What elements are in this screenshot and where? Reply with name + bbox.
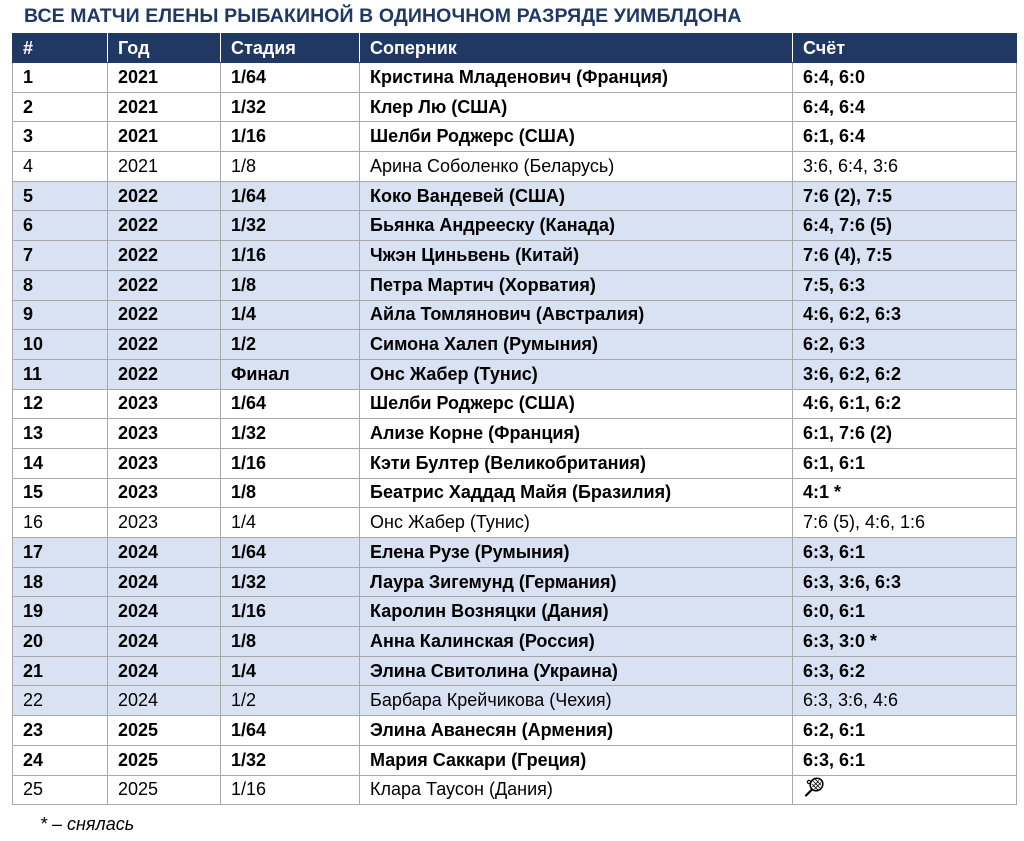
table-row [13, 656, 1017, 686]
table-row [13, 389, 1017, 419]
table-row [13, 775, 1017, 805]
opponent-cell: Шелби Роджерс (США) [360, 389, 793, 419]
match-number-cell: 13 [13, 419, 108, 449]
year-cell: 2022 [108, 300, 221, 330]
stage-cell: 1/64 [221, 538, 360, 568]
opponent-cell: Беатрис Хаддад Майя (Бразилия) [360, 478, 793, 508]
score-cell: 6:3, 3:0 * [793, 627, 1017, 657]
year-cell: 2024 [108, 597, 221, 627]
score-cell: 7:6 (2), 7:5 [793, 181, 1017, 211]
score-cell: 4:1 * [793, 478, 1017, 508]
column-header-year: Год [108, 34, 221, 63]
match-number-cell: 12 [13, 389, 108, 419]
match-number-cell: 19 [13, 597, 108, 627]
stage-cell: 1/32 [221, 419, 360, 449]
score-cell: 6:2, 6:3 [793, 330, 1017, 360]
opponent-cell: Лаура Зигемунд (Германия) [360, 567, 793, 597]
score-cell: 3:6, 6:2, 6:2 [793, 359, 1017, 389]
match-number-cell: 15 [13, 478, 108, 508]
score-cell: 6:4, 6:0 [793, 63, 1017, 93]
table-row [13, 63, 1017, 93]
opponent-cell: Анна Калинская (Россия) [360, 627, 793, 657]
table-row [13, 508, 1017, 538]
stage-cell: 1/8 [221, 152, 360, 182]
year-cell: 2022 [108, 330, 221, 360]
table-row [13, 330, 1017, 360]
tennis-racket-icon [803, 776, 825, 803]
opponent-cell: Элина Аванесян (Армения) [360, 716, 793, 746]
stage-cell: 1/16 [221, 241, 360, 271]
footnote: * – снялась [40, 814, 135, 834]
opponent-cell: Онс Жабер (Тунис) [360, 359, 793, 389]
stage-cell: 1/8 [221, 478, 360, 508]
table-row [13, 241, 1017, 271]
table-row [13, 716, 1017, 746]
match-number-cell: 22 [13, 686, 108, 716]
opponent-cell: Петра Мартич (Хорватия) [360, 270, 793, 300]
stage-cell: 1/4 [221, 508, 360, 538]
table-row [13, 567, 1017, 597]
stage-cell: 1/4 [221, 656, 360, 686]
year-cell: 2021 [108, 122, 221, 152]
score-cell [793, 775, 1017, 805]
score-cell: 6:3, 6:1 [793, 538, 1017, 568]
match-number-cell: 11 [13, 359, 108, 389]
match-number-cell: 1 [13, 63, 108, 93]
year-cell: 2022 [108, 270, 221, 300]
match-number-cell: 3 [13, 122, 108, 152]
score-cell: 7:6 (5), 4:6, 1:6 [793, 508, 1017, 538]
score-cell: 6:3, 6:1 [793, 745, 1017, 775]
stage-cell: 1/2 [221, 330, 360, 360]
stage-cell: 1/16 [221, 448, 360, 478]
match-number-cell: 6 [13, 211, 108, 241]
score-cell: 6:1, 6:1 [793, 448, 1017, 478]
opponent-cell: Мария Саккари (Греция) [360, 745, 793, 775]
opponent-cell: Клер Лю (США) [360, 92, 793, 122]
match-number-cell: 23 [13, 716, 108, 746]
year-cell: 2021 [108, 92, 221, 122]
year-cell: 2025 [108, 745, 221, 775]
table-row [13, 745, 1017, 775]
stage-cell: 1/16 [221, 775, 360, 805]
opponent-cell: Кристина Младенович (Франция) [360, 63, 793, 93]
table-row [13, 538, 1017, 568]
match-number-cell: 17 [13, 538, 108, 568]
match-number-cell: 2 [13, 92, 108, 122]
year-cell: 2025 [108, 775, 221, 805]
score-cell: 6:1, 6:4 [793, 122, 1017, 152]
opponent-cell: Кэти Бултер (Великобритания) [360, 448, 793, 478]
matches-table [12, 33, 1017, 805]
year-cell: 2022 [108, 211, 221, 241]
year-cell: 2024 [108, 656, 221, 686]
score-cell: 6:3, 3:6, 6:3 [793, 567, 1017, 597]
year-cell: 2023 [108, 448, 221, 478]
stage-cell: 1/16 [221, 597, 360, 627]
opponent-cell: Каролин Возняцки (Дания) [360, 597, 793, 627]
match-number-cell: 7 [13, 241, 108, 271]
table-title: ВСЕ МАТЧИ ЕЛЕНЫ РЫБАКИНОЙ В ОДИНОЧНОМ РАЗРЯДЕ УИМБЛДОНА [24, 5, 742, 27]
table-row [13, 300, 1017, 330]
score-cell: 6:3, 3:6, 4:6 [793, 686, 1017, 716]
opponent-cell: Арина Соболенко (Беларусь) [360, 152, 793, 182]
stage-cell: 1/64 [221, 716, 360, 746]
year-cell: 2023 [108, 419, 221, 449]
stage-cell: 1/8 [221, 627, 360, 657]
year-cell: 2025 [108, 716, 221, 746]
stage-cell: 1/8 [221, 270, 360, 300]
table-row [13, 627, 1017, 657]
score-cell: 6:4, 6:4 [793, 92, 1017, 122]
column-header-opponent: Соперник [360, 34, 793, 63]
table-row [13, 359, 1017, 389]
match-number-cell: 5 [13, 181, 108, 211]
stage-cell: 1/64 [221, 181, 360, 211]
opponent-cell: Чжэн Циньвень (Китай) [360, 241, 793, 271]
table-row [13, 270, 1017, 300]
year-cell: 2023 [108, 389, 221, 419]
opponent-cell: Ализе Корне (Франция) [360, 419, 793, 449]
stage-cell: Финал [221, 359, 360, 389]
table-row [13, 152, 1017, 182]
match-number-cell: 20 [13, 627, 108, 657]
opponent-cell: Шелби Роджерс (США) [360, 122, 793, 152]
match-number-cell: 4 [13, 152, 108, 182]
opponent-cell: Симона Халеп (Румыния) [360, 330, 793, 360]
stage-cell: 1/32 [221, 211, 360, 241]
table-row [13, 419, 1017, 449]
year-cell: 2024 [108, 538, 221, 568]
header-row [13, 34, 1017, 63]
year-cell: 2024 [108, 686, 221, 716]
table-row [13, 211, 1017, 241]
match-number-cell: 25 [13, 775, 108, 805]
match-number-cell: 10 [13, 330, 108, 360]
stage-cell: 1/64 [221, 63, 360, 93]
table-row [13, 597, 1017, 627]
table-row [13, 448, 1017, 478]
column-header-score: Счёт [793, 34, 1017, 63]
score-cell: 7:6 (4), 7:5 [793, 241, 1017, 271]
year-cell: 2024 [108, 567, 221, 597]
table-row [13, 122, 1017, 152]
score-cell: 6:3, 6:2 [793, 656, 1017, 686]
year-cell: 2022 [108, 359, 221, 389]
table-row [13, 181, 1017, 211]
opponent-cell: Айла Томлянович (Австралия) [360, 300, 793, 330]
opponent-cell: Елена Рузе (Румыния) [360, 538, 793, 568]
stage-cell: 1/32 [221, 745, 360, 775]
opponent-cell: Онс Жабер (Тунис) [360, 508, 793, 538]
year-cell: 2024 [108, 627, 221, 657]
score-cell: 4:6, 6:1, 6:2 [793, 389, 1017, 419]
score-cell: 6:2, 6:1 [793, 716, 1017, 746]
year-cell: 2023 [108, 508, 221, 538]
column-header-stage: Стадия [221, 34, 360, 63]
stage-cell: 1/16 [221, 122, 360, 152]
score-cell: 4:6, 6:2, 6:3 [793, 300, 1017, 330]
stage-cell: 1/32 [221, 92, 360, 122]
stage-cell: 1/4 [221, 300, 360, 330]
year-cell: 2023 [108, 478, 221, 508]
stage-cell: 1/2 [221, 686, 360, 716]
year-cell: 2022 [108, 181, 221, 211]
opponent-cell: Бьянка Андрееску (Канада) [360, 211, 793, 241]
score-cell: 7:5, 6:3 [793, 270, 1017, 300]
score-cell: 6:1, 7:6 (2) [793, 419, 1017, 449]
stage-cell: 1/64 [221, 389, 360, 419]
match-number-cell: 16 [13, 508, 108, 538]
opponent-cell: Коко Вандевей (США) [360, 181, 793, 211]
year-cell: 2021 [108, 152, 221, 182]
score-cell: 6:0, 6:1 [793, 597, 1017, 627]
opponent-cell: Элина Свитолина (Украина) [360, 656, 793, 686]
score-cell: 6:4, 7:6 (5) [793, 211, 1017, 241]
table-row [13, 686, 1017, 716]
match-number-cell: 9 [13, 300, 108, 330]
score-cell: 3:6, 6:4, 3:6 [793, 152, 1017, 182]
opponent-cell: Клара Таусон (Дания) [360, 775, 793, 805]
match-number-cell: 24 [13, 745, 108, 775]
match-number-cell: 14 [13, 448, 108, 478]
match-number-cell: 21 [13, 656, 108, 686]
opponent-cell: Барбара Крейчикова (Чехия) [360, 686, 793, 716]
column-header-number: # [13, 34, 108, 63]
match-number-cell: 8 [13, 270, 108, 300]
table-row [13, 478, 1017, 508]
match-number-cell: 18 [13, 567, 108, 597]
year-cell: 2021 [108, 63, 221, 93]
stage-cell: 1/32 [221, 567, 360, 597]
year-cell: 2022 [108, 241, 221, 271]
table-row [13, 92, 1017, 122]
